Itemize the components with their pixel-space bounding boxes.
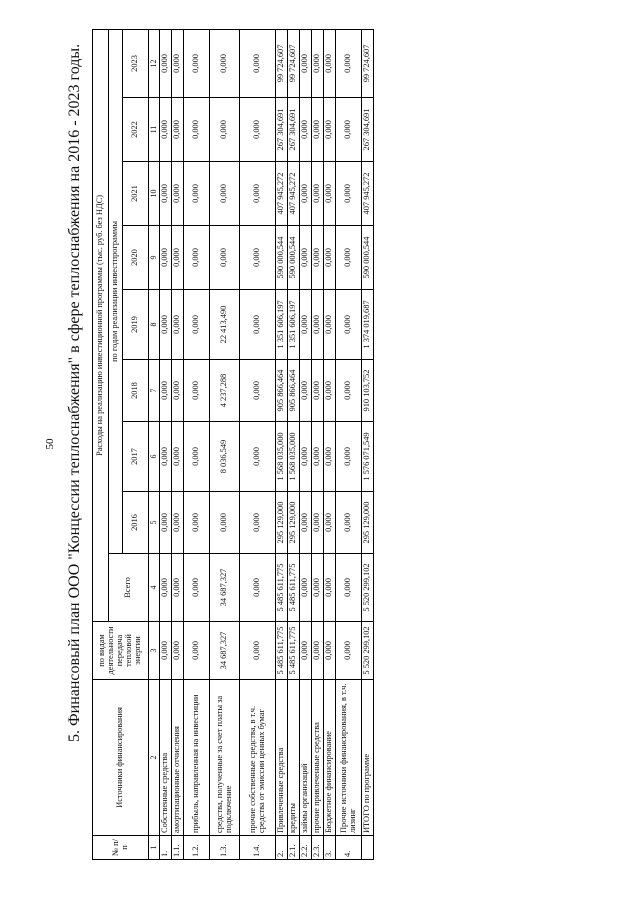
row-year-value: 407 945,272	[362, 162, 374, 226]
row-source-name: кредиты	[288, 680, 300, 836]
row-activity-value: 5 485 611,775	[276, 622, 288, 680]
row-year-value: 0,000	[210, 492, 240, 554]
row-year-value: 0,000	[324, 290, 336, 360]
row-code: 1.4.	[240, 836, 276, 860]
row-year-value: 590 000,544	[362, 226, 374, 290]
row-year-value: 0,000	[184, 422, 210, 492]
row-year-value: 0,000	[172, 290, 184, 360]
header-year: 2018	[123, 360, 149, 422]
row-year-value: 0,000	[172, 98, 184, 162]
row-year-value: 0,000	[336, 290, 362, 360]
row-year-value: 0,000	[324, 226, 336, 290]
header-total: Всего	[109, 554, 149, 622]
row-year-value: 0,000	[324, 492, 336, 554]
row-year-value: 0,000	[172, 29, 184, 97]
row-year-value: 0,000	[160, 492, 172, 554]
table-row	[300, 29, 312, 859]
row-year-value: 0,000	[312, 290, 324, 360]
header-year: 2020	[123, 226, 149, 290]
row-year-value: 295 129,000	[362, 492, 374, 554]
row-source-name: Привлеченные средства	[276, 680, 288, 836]
row-year-value: 0,000	[160, 98, 172, 162]
row-year-value: 0,000	[240, 98, 276, 162]
row-year-value: 407 945,272	[276, 162, 288, 226]
row-year-value: 0,000	[324, 162, 336, 226]
header-activity: по видам деятельности передача тепловой энергии	[93, 622, 149, 680]
row-year-value: 0,000	[312, 29, 324, 97]
column-index: 11	[149, 98, 160, 162]
row-year-value: 0,000	[312, 492, 324, 554]
table-row	[184, 29, 210, 859]
row-source-name: Прочие источники финансирования, в т.ч. лизинг	[336, 680, 362, 836]
row-year-value: 0,000	[184, 29, 210, 97]
row-year-value: 1 568 035,000	[288, 422, 300, 492]
row-code: 1.	[160, 836, 172, 860]
table-row	[336, 29, 362, 859]
table-row	[210, 29, 240, 859]
row-year-value: 0,000	[324, 29, 336, 97]
row-total-value: 34 687,327	[210, 554, 240, 622]
row-year-value: 905 866,464	[288, 360, 300, 422]
row-year-value: 0,000	[160, 422, 172, 492]
row-activity-value: 34 687,327	[210, 622, 240, 680]
row-year-value: 1 568 035,000	[276, 422, 288, 492]
row-activity-value: 0,000	[312, 622, 324, 680]
row-year-value: 407 945,272	[288, 162, 300, 226]
header-year: 2017	[123, 422, 149, 492]
row-year-value: 0,000	[172, 226, 184, 290]
row-source-name: ИТОГО по программе	[362, 680, 374, 836]
column-index: 3	[149, 622, 160, 680]
row-year-value: 0,000	[240, 422, 276, 492]
row-year-value: 0,000	[172, 492, 184, 554]
row-code: 2.1.	[288, 836, 300, 860]
table-row	[172, 29, 184, 859]
table-row	[276, 29, 288, 859]
row-code: 1.3.	[210, 836, 240, 860]
row-total-value: 5 485 611,775	[276, 554, 288, 622]
row-year-value: 0,000	[312, 226, 324, 290]
row-code: 4.	[336, 836, 362, 860]
row-year-value: 0,000	[312, 162, 324, 226]
header-year: 2022	[123, 98, 149, 162]
row-source-name: средства, полученные за счет платы за подключение	[210, 680, 240, 836]
row-year-value: 0,000	[210, 162, 240, 226]
row-year-value: 0,000	[312, 422, 324, 492]
row-code: 2.	[276, 836, 288, 860]
row-year-value: 0,000	[336, 98, 362, 162]
row-code	[362, 836, 374, 860]
row-source-name: прочие собственные средства, в т.ч. средства от эмиссии ценных бумаг	[240, 680, 276, 836]
row-source-name: Собственные средства	[160, 680, 172, 836]
row-year-value: 267 304,691	[288, 98, 300, 162]
row-year-value: 0,000	[300, 29, 312, 97]
row-total-value: 0,000	[240, 554, 276, 622]
row-year-value: 1 351 606,197	[288, 290, 300, 360]
column-index: 10	[149, 162, 160, 226]
row-code: 2.2.	[300, 836, 312, 860]
row-source-name: прочие привлеченные средства	[312, 680, 324, 836]
row-year-value: 1 576 071,549	[362, 422, 374, 492]
row-year-value: 0,000	[172, 422, 184, 492]
row-year-value: 590 000,544	[276, 226, 288, 290]
row-year-value: 0,000	[300, 492, 312, 554]
row-total-value: 0,000	[336, 554, 362, 622]
row-total-value: 5 520 299,102	[362, 554, 374, 622]
row-year-value: 8 036,549	[210, 422, 240, 492]
row-year-value: 1 374 019,687	[362, 290, 374, 360]
row-year-value: 0,000	[312, 98, 324, 162]
row-year-value: 0,000	[210, 226, 240, 290]
header-year: 2016	[123, 492, 149, 554]
row-source-name: Бюджетное финансирование	[324, 680, 336, 836]
row-year-value: 0,000	[240, 360, 276, 422]
row-activity-value: 5 520 299,102	[362, 622, 374, 680]
row-year-value: 0,000	[312, 360, 324, 422]
row-total-value: 0,000	[324, 554, 336, 622]
row-activity-value: 0,000	[184, 622, 210, 680]
row-source-name: амортизационные отчисления	[172, 680, 184, 836]
row-year-value: 0,000	[160, 290, 172, 360]
row-year-value: 0,000	[240, 492, 276, 554]
row-total-value: 0,000	[312, 554, 324, 622]
row-activity-value: 0,000	[172, 622, 184, 680]
rotated-table-container	[92, 30, 372, 860]
row-activity-value: 0,000	[160, 622, 172, 680]
financial-plan-table	[92, 29, 374, 860]
row-year-value: 0,000	[160, 360, 172, 422]
row-year-value: 0,000	[172, 360, 184, 422]
row-year-value: 99 724,607	[276, 29, 288, 97]
row-year-value: 0,000	[324, 360, 336, 422]
column-index: 1	[149, 836, 160, 860]
header-year: 2021	[123, 162, 149, 226]
table-row	[362, 29, 374, 859]
row-year-value: 0,000	[184, 226, 210, 290]
row-year-value: 0,000	[240, 162, 276, 226]
row-activity-value: 5 485 611,775	[288, 622, 300, 680]
header-source: Источники финансирования	[93, 680, 149, 836]
table-row	[240, 29, 276, 859]
header-expenses-group: Расходы на реализацию инвестиционной программы (тыс. руб. без НДС)	[93, 29, 109, 621]
row-source-name: займы организаций	[300, 680, 312, 836]
row-code: 3.	[324, 836, 336, 860]
row-year-value: 0,000	[300, 162, 312, 226]
row-year-value: 0,000	[300, 360, 312, 422]
row-year-value: 0,000	[160, 162, 172, 226]
row-activity-value: 0,000	[240, 622, 276, 680]
row-year-value: 0,000	[336, 492, 362, 554]
column-index: 9	[149, 226, 160, 290]
row-source-name: прибыль, направленная на инвестиции	[184, 680, 210, 836]
row-year-value: 0,000	[300, 226, 312, 290]
row-year-value: 0,000	[240, 290, 276, 360]
table-row	[324, 29, 336, 859]
row-total-value: 5 485 611,775	[288, 554, 300, 622]
row-year-value: 1 351 606,197	[276, 290, 288, 360]
row-year-value: 0,000	[210, 98, 240, 162]
row-year-value: 910 103,752	[362, 360, 374, 422]
row-year-value: 0,000	[336, 162, 362, 226]
row-year-value: 99 724,607	[288, 29, 300, 97]
row-year-value: 4 237,288	[210, 360, 240, 422]
row-year-value: 295 129,000	[288, 492, 300, 554]
column-index: 6	[149, 422, 160, 492]
row-year-value: 0,000	[324, 422, 336, 492]
row-code: 1.1.	[172, 836, 184, 860]
column-index: 5	[149, 492, 160, 554]
row-year-value: 0,000	[336, 422, 362, 492]
row-year-value: 0,000	[160, 226, 172, 290]
row-code: 2.3.	[312, 836, 324, 860]
row-year-value: 0,000	[336, 29, 362, 97]
row-year-value: 590 000,544	[288, 226, 300, 290]
row-year-value: 0,000	[300, 290, 312, 360]
row-year-value: 267 304,691	[362, 98, 374, 162]
column-index: 7	[149, 360, 160, 422]
row-total-value: 0,000	[300, 554, 312, 622]
row-activity-value: 0,000	[300, 622, 312, 680]
row-year-value: 0,000	[184, 98, 210, 162]
row-year-value: 0,000	[300, 422, 312, 492]
row-year-value: 905 866,464	[276, 360, 288, 422]
row-year-value: 99 724,607	[362, 29, 374, 97]
row-year-value: 0,000	[324, 98, 336, 162]
row-year-value: 0,000	[184, 360, 210, 422]
row-year-value: 0,000	[184, 290, 210, 360]
row-year-value: 0,000	[184, 162, 210, 226]
column-index: 8	[149, 290, 160, 360]
row-code: 1.2.	[184, 836, 210, 860]
row-total-value: 0,000	[172, 554, 184, 622]
row-activity-value: 0,000	[324, 622, 336, 680]
row-year-value: 267 304,691	[276, 98, 288, 162]
row-year-value: 0,000	[336, 360, 362, 422]
table-row	[312, 29, 324, 859]
row-year-value: 22 413,490	[210, 290, 240, 360]
row-year-value: 0,000	[300, 98, 312, 162]
row-year-value: 0,000	[240, 29, 276, 97]
header-year: 2019	[123, 290, 149, 360]
header-years-group: по годам реализации инвестпрограммы	[109, 29, 123, 553]
row-total-value: 0,000	[160, 554, 172, 622]
column-index: 4	[149, 554, 160, 622]
page-number: 50	[44, 438, 56, 450]
table-row	[160, 29, 172, 859]
row-year-value: 0,000	[336, 226, 362, 290]
row-year-value: 0,000	[240, 226, 276, 290]
rotated-table-area	[92, 30, 372, 860]
row-year-value: 0,000	[184, 492, 210, 554]
header-year: 2023	[123, 29, 149, 97]
row-year-value: 0,000	[210, 29, 240, 97]
table-row	[288, 29, 300, 859]
column-index: 12	[149, 29, 160, 97]
column-index: 2	[149, 680, 160, 836]
row-year-value: 0,000	[160, 29, 172, 97]
row-activity-value: 0,000	[336, 622, 362, 680]
document-title: 5. Финансовый план ООО "Концессии теплоснабжения" в сфере теплоснабжения на 2016 - 2023 годы.	[66, 43, 83, 742]
row-total-value: 0,000	[184, 554, 210, 622]
row-year-value: 0,000	[172, 162, 184, 226]
row-year-value: 295 129,000	[276, 492, 288, 554]
header-num: № п/п	[93, 836, 149, 860]
